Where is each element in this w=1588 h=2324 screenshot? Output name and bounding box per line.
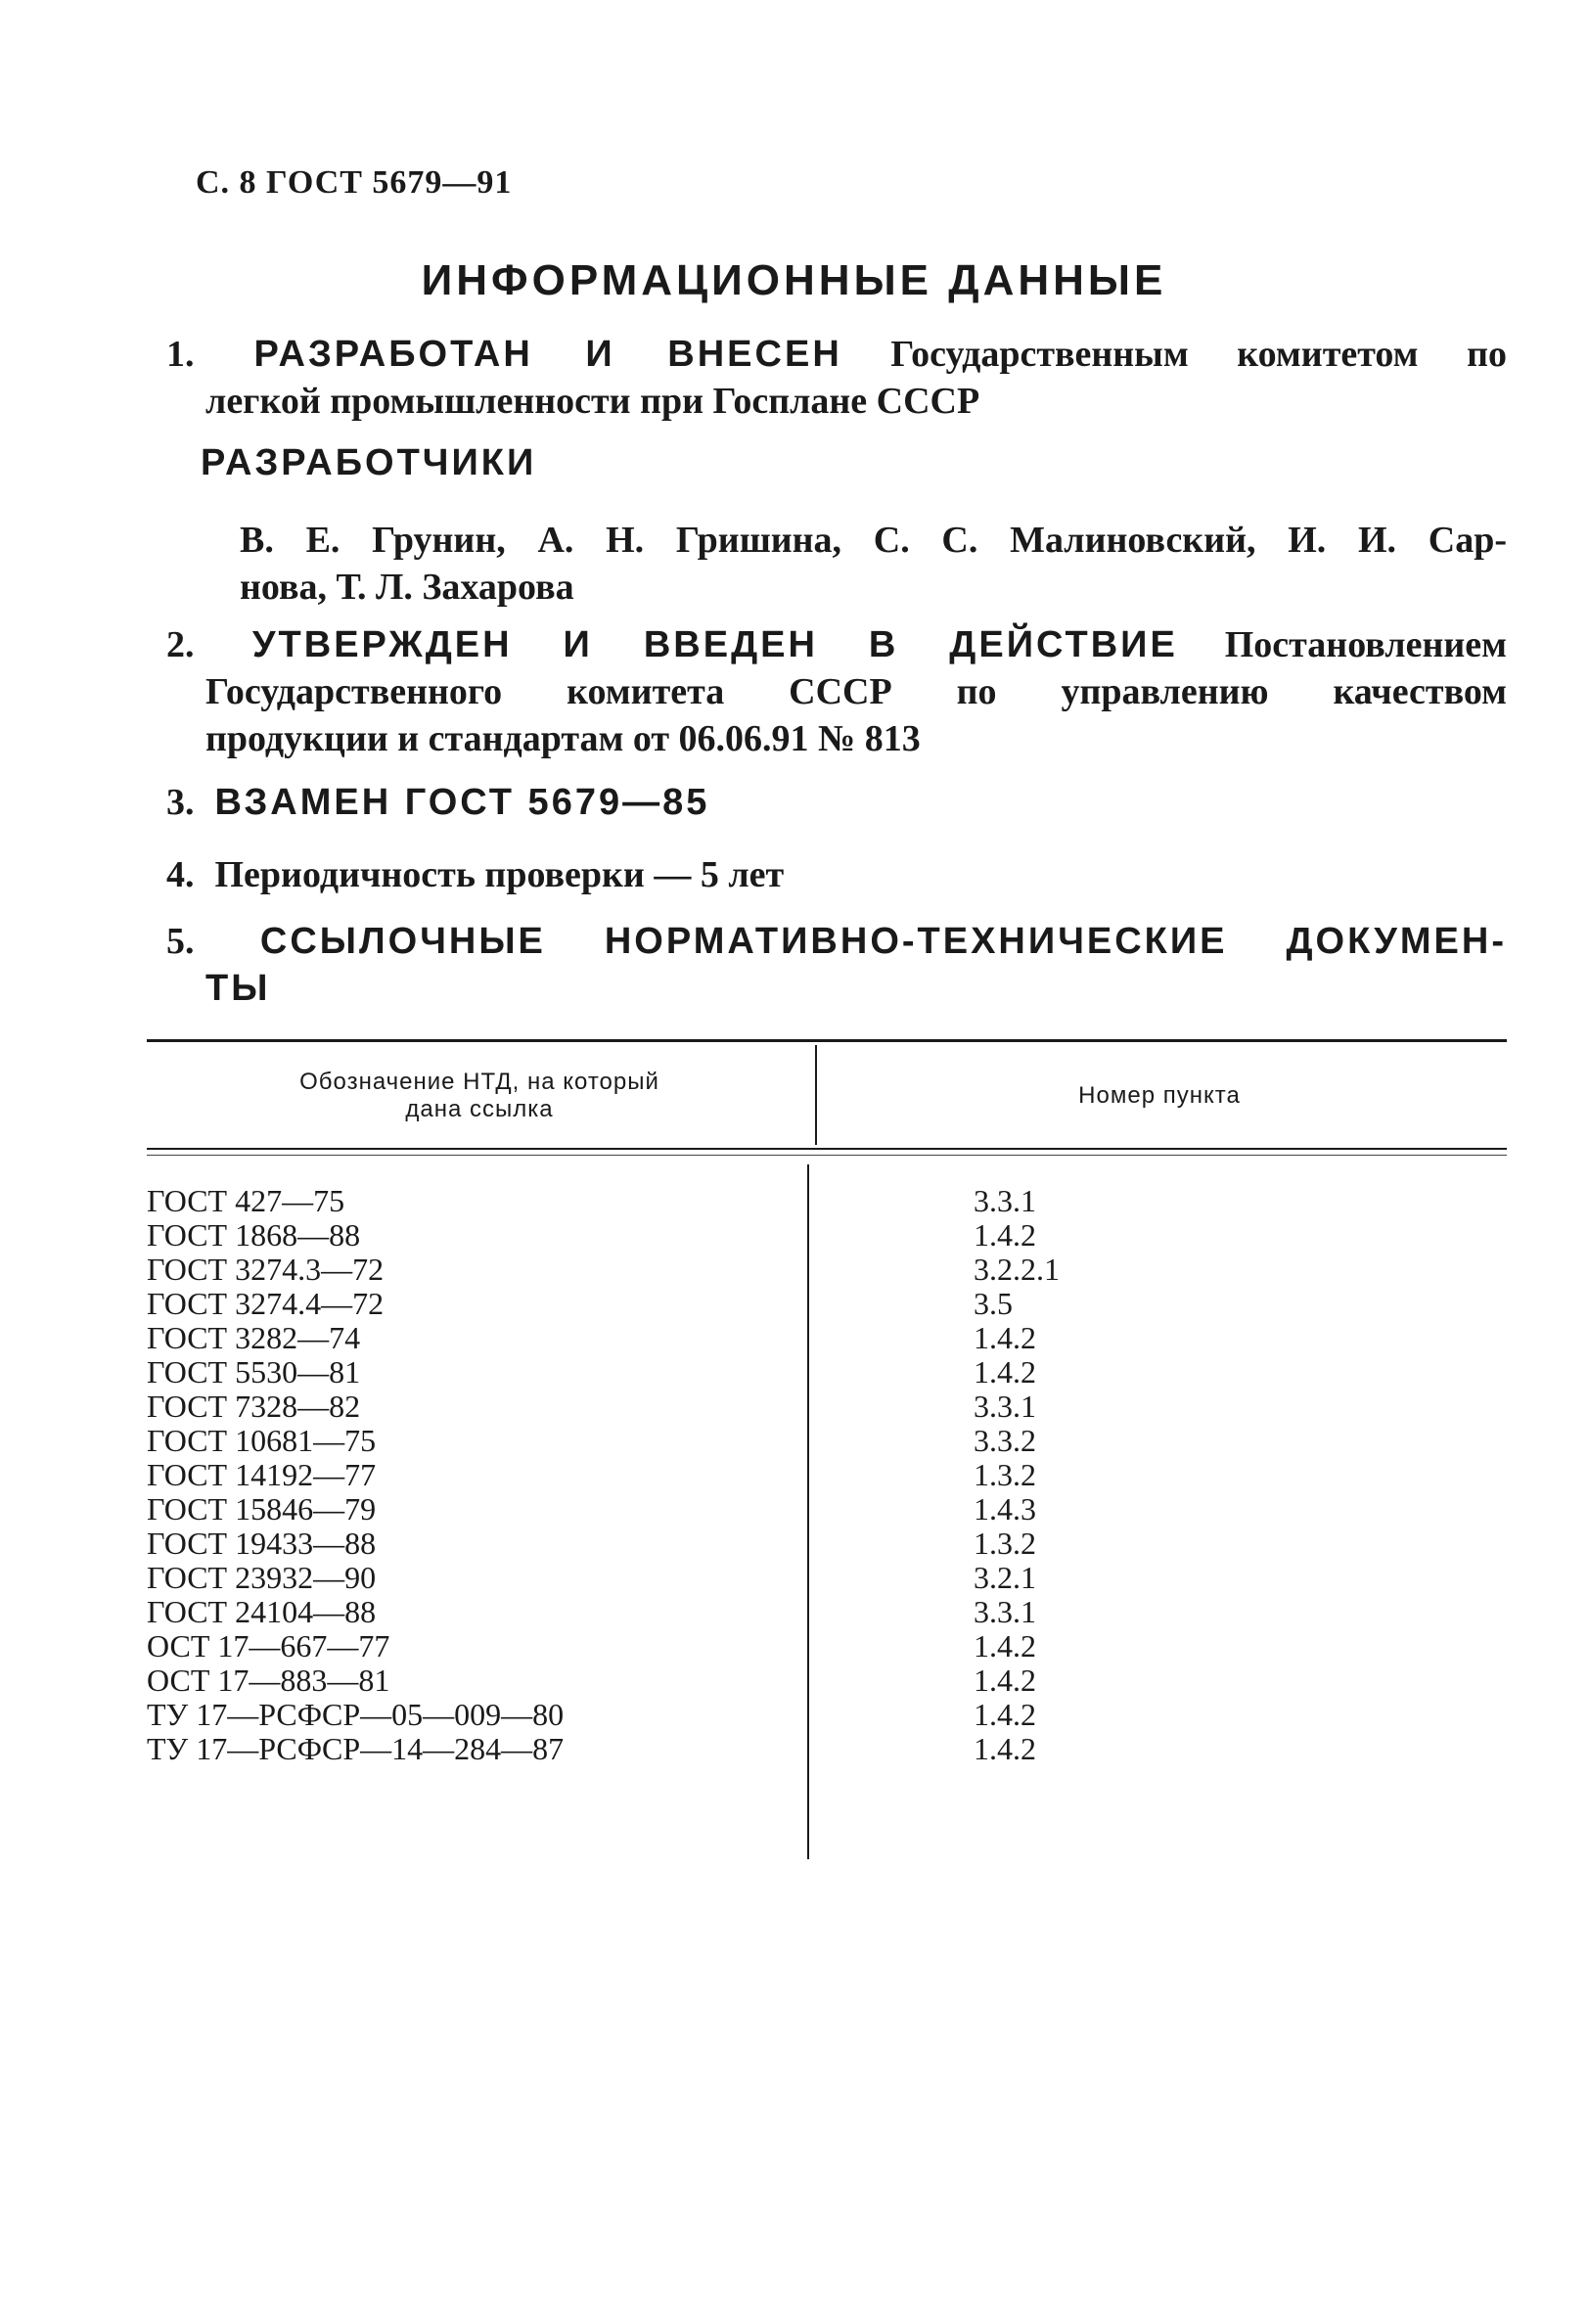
table-cell-document: ГОСТ 3274.4—72 [147,1286,385,1321]
item-4 [166,851,1507,898]
table-body [147,1184,1507,1766]
table-cell-document: ГОСТ 5530—81 [147,1354,361,1390]
table-row [147,1595,1507,1629]
item-5-number: 5. [166,921,195,962]
table-cell-document: ГОСТ 7328—82 [147,1389,361,1424]
table-row [147,1629,1507,1663]
table-cell-document: ОСТ 17—667—77 [147,1628,390,1663]
item-3 [166,779,1507,826]
table-header-document-line-1: Обозначение НТД, на который [299,1069,659,1095]
developers-line-1: В. Е. Грунин, А. Н. Гришина, С. С. Малиновский, И. И. Сар- [240,520,1507,561]
item-2 [166,621,1507,762]
table-cell-clause: 3.3.1 [974,1389,1036,1424]
item-5 [166,918,1507,1012]
table-cell-document: ГОСТ 3274.3—72 [147,1252,385,1287]
table-cell-clause: 1.3.2 [974,1457,1036,1492]
table-cell-clause: 1.4.2 [974,1217,1036,1253]
table-row [147,1561,1507,1595]
table-cell-clause: 1.4.2 [974,1628,1036,1663]
table-cell-clause: 3.2.2.1 [974,1252,1060,1287]
table-cell-clause: 3.2.1 [974,1560,1036,1595]
item-2-line-3: продукции и стандартам от 06.06.91 № 813 [205,718,921,759]
table-cell-clause: 1.3.2 [974,1526,1036,1561]
table-row [147,1492,1507,1527]
table-header-rule-secondary [147,1155,1507,1156]
item-5-line-1 [166,918,1507,965]
item-2-line-2: Государственного комитета СССР по управлению качеством [205,671,1507,712]
item-3-number: 3. [166,782,195,823]
item-1-number: 1. [166,334,195,375]
table-cell-clause: 3.3.1 [974,1183,1036,1218]
item-2-line1-rest: Постановлением [1224,624,1507,665]
item-4-text: Периодичность проверки — 5 лет [214,854,785,895]
table-cell-document: ГОСТ 23932—90 [147,1560,377,1595]
table-cell-document: ГОСТ 427—75 [147,1183,345,1218]
table-header-document [186,1069,773,1123]
table-row [147,1527,1507,1561]
table-header-clause: Номер пункта [1078,1082,1241,1109]
table-header-document-line-2: дана ссылка [405,1096,554,1122]
table-header-rule [147,1148,1507,1150]
table-row [147,1390,1507,1424]
table-cell-clause: 1.4.2 [974,1354,1036,1390]
table-cell-document: ТУ 17—РСФСР—05—009—80 [147,1697,565,1732]
table-row [147,1698,1507,1732]
table-row [147,1663,1507,1698]
item-1-line-1 [166,331,1507,378]
item-2-lead: УТВЕРЖДЕН И ВВЕДЕН В ДЕЙСТВИЕ [251,624,1178,665]
table-row [147,1253,1507,1287]
running-header: С. 8 ГОСТ 5679—91 [196,164,513,201]
table-cell-clause: 1.4.2 [974,1697,1036,1732]
table-header-divider [815,1045,817,1145]
table-cell-document: ГОСТ 1868—88 [147,1217,361,1253]
table-cell-document: ГОСТ 15846—79 [147,1491,377,1527]
table-cell-document: ТУ 17—РСФСР—14—284—87 [147,1731,565,1766]
item-5-line-2: ТЫ [205,968,271,1009]
developers-list [240,517,1507,611]
table-row [147,1424,1507,1458]
table-cell-clause: 3.3.1 [974,1594,1036,1629]
table-row [147,1287,1507,1321]
table-cell-document: ГОСТ 10681—75 [147,1423,377,1458]
table-row [147,1321,1507,1355]
table-cell-document: ГОСТ 14192—77 [147,1457,377,1492]
document-title: ИНФОРМАЦИОННЫЕ ДАННЫЕ [421,256,1167,304]
table-cell-clause: 1.4.2 [974,1320,1036,1355]
item-2-line-1 [166,621,1507,668]
item-5-lead: ССЫЛОЧНЫЕ НОРМАТИВНО-ТЕХНИЧЕСКИЕ ДОКУМЕН- [259,921,1507,962]
table-cell-clause: 3.3.2 [974,1423,1036,1458]
developers-heading: РАЗРАБОТЧИКИ [201,442,537,483]
table-cell-document: ГОСТ 19433—88 [147,1526,377,1561]
table-cell-clause: 1.4.2 [974,1731,1036,1766]
item-2-number: 2. [166,624,195,665]
item-1 [166,331,1507,425]
table-row [147,1458,1507,1492]
table-cell-document: ГОСТ 24104—88 [147,1594,377,1629]
developers-line-2: нова, Т. Л. Захарова [240,567,574,608]
table-cell-document: ГОСТ 3282—74 [147,1320,361,1355]
table-top-rule [147,1039,1507,1042]
item-3-lead: ВЗАМЕН ГОСТ 5679—85 [214,782,710,823]
table-cell-clause: 1.4.2 [974,1663,1036,1698]
table-cell-clause: 1.4.3 [974,1491,1036,1527]
table-row [147,1218,1507,1253]
table-cell-document: ОСТ 17—883—81 [147,1663,390,1698]
item-1-line-2: легкой промышленности при Госплане СССР [205,381,980,422]
item-1-lead: РАЗРАБОТАН И ВНЕСЕН [253,334,842,375]
item-4-number: 4. [166,854,195,895]
table-row [147,1355,1507,1390]
table-row [147,1732,1507,1766]
item-1-line1-rest: Государственным комитетом по [890,334,1507,375]
table-cell-clause: 3.5 [974,1286,1013,1321]
table-row [147,1184,1507,1218]
